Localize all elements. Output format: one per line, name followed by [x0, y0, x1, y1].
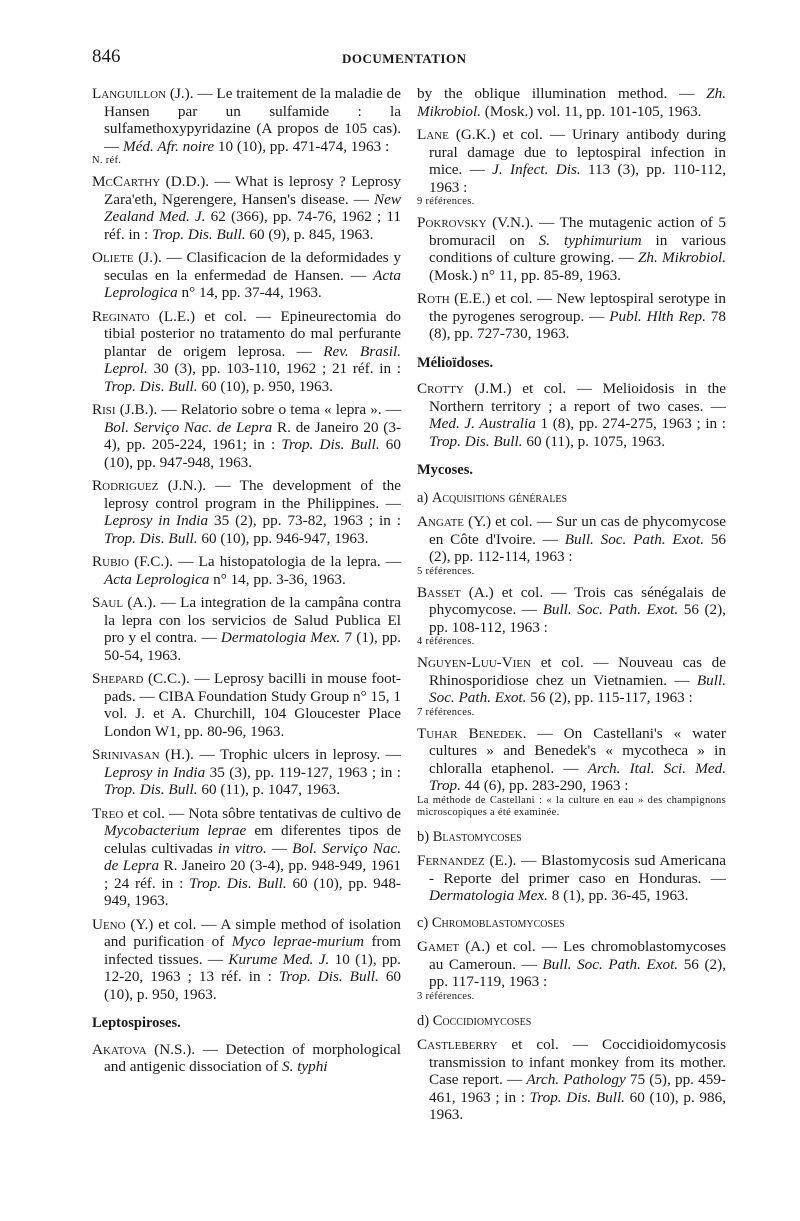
- reference-details: in various conditions of culture growing. —: [429, 231, 726, 266]
- journal-title: Trop. Dis. Bull.: [429, 432, 523, 450]
- reference-note: N. réf.: [92, 155, 122, 166]
- subsection-prefix: d): [417, 1012, 433, 1029]
- journal-title: Trop. Dis. Bull.: [278, 968, 379, 985]
- journal-title: Arch. Pathology: [526, 1071, 626, 1088]
- reference-details: 60 (10), pp. 947-948, 1963.: [104, 436, 401, 471]
- reference-text: by the oblique illumination method. —: [417, 85, 707, 102]
- reference-details: 62 (366), pp. 74-76, 1962 ; 11 réf. in :: [104, 208, 401, 243]
- reference-details: 78 (8), pp. 727-730, 1963.: [429, 307, 726, 342]
- page-number: 846: [92, 46, 121, 67]
- reference-text: et col. — Melioidosis in the Northern territory ; a report of two cases. —: [429, 380, 726, 415]
- journal-title: J. Infect. Dis.: [492, 161, 581, 178]
- reference-entry: [417, 1036, 726, 1124]
- running-title: DOCUMENTATION: [342, 51, 467, 66]
- reference-entry: [417, 290, 726, 343]
- reference-text: et col. — Nouveau cas de Rhinosporidiose chez un Vietnamien. —: [429, 654, 726, 689]
- reference-text: — La histopatologia de la lepra. —: [173, 553, 402, 570]
- reference-entry: [417, 126, 726, 208]
- journal-title: Bull. Soc. Path. Exot.: [542, 955, 679, 973]
- reference-note: 4 références.: [417, 636, 475, 647]
- journal-title: Arch. Ital. Sci. Med. Trop.: [429, 759, 726, 794]
- reference-entry: [92, 308, 401, 396]
- reference-text: — The development of the leprosy control program in the Philippines. —: [104, 477, 401, 512]
- reference-details: 60 (10), p. 950, 1963.: [104, 968, 401, 1003]
- reference-author: Angate (Y.): [417, 513, 492, 530]
- subsection-prefix: a): [417, 489, 432, 506]
- reference-details: 7 (1), pp. 50-54, 1963.: [104, 629, 401, 664]
- subsection-label: Chromoblastomycoses: [431, 914, 565, 931]
- reference-entry: [417, 380, 726, 450]
- section-heading-mycoses: Mycoses.: [417, 462, 473, 478]
- reference-text: et col. — Epineurectomia do tibial posterior no tratamento do mal perfurante plantar de origem leprosa. —: [104, 307, 401, 360]
- journal-title: Trop. Dis. Bull.: [104, 377, 198, 395]
- reference-details: R. Janeiro 20 (3-4), pp. 948-949, 1961 ; 24 réf. in :: [104, 857, 402, 892]
- reference-details: 10 (10), pp. 471-474, 1963 :: [214, 137, 390, 155]
- reference-author: Fernandez (E.).: [417, 852, 517, 869]
- journal-title: Bol. Serviço Nac. de Lepra: [104, 839, 401, 874]
- reference-text: — Clasificacion de la deformidades y seculas en la enfermedad de Hansen. —: [104, 249, 401, 284]
- subsection-label: Blastomycoses: [432, 828, 522, 845]
- reference-details: 60 (11), p. 1075, 1963.: [522, 432, 665, 450]
- reference-entry: [92, 916, 401, 1004]
- journal-title: Acta Leprologica: [104, 266, 401, 301]
- reference-author: Risi (J.B.).: [92, 401, 158, 418]
- reference-entry: [417, 654, 726, 719]
- subsection-heading: [417, 915, 726, 933]
- reference-author: Rubio (F.C.).: [92, 553, 174, 570]
- reference-text: et col. — New leptospiral serotype in the pyrogenes serogroup. —: [429, 290, 726, 325]
- reference-note: 9 références.: [417, 196, 475, 207]
- reference-note: La méthode de Castellani : « la culture en eau » des champignons microscopiques a été examinée.: [417, 794, 726, 818]
- subsection-heading: [417, 1013, 726, 1031]
- reference-details: 60 (10), p. 950, 1963.: [197, 377, 333, 395]
- reference-details: 60 (11), p. 1047, 1963.: [197, 781, 340, 798]
- journal-title: Dermatologia Mex.: [220, 629, 341, 646]
- reference-entry: [417, 214, 726, 284]
- reference-author: Tuhar Benedek.: [417, 724, 527, 742]
- reference-author: Rodriguez (J.N.).: [92, 477, 207, 494]
- left-column: [92, 85, 401, 1082]
- journal-title: Med. J. Australia: [429, 415, 536, 432]
- section-heading-melioidoses: Mélioïdoses.: [417, 354, 494, 371]
- reference-author: Pokrovsky (V.N.).: [417, 214, 534, 231]
- reference-author: Lane (G.K.): [417, 126, 496, 143]
- reference-details: 75 (5), pp. 459-461, 1963 ; in :: [429, 1071, 726, 1106]
- reference-entry: [417, 513, 726, 578]
- reference-author: Nguyen-Luu-Vien: [417, 654, 532, 671]
- journal-title: Rev. Brasil. Leprol.: [104, 342, 401, 377]
- reference-details: n° 14, pp. 37-44, 1963.: [177, 284, 322, 301]
- reference-note: 3 références.: [417, 990, 475, 1002]
- reference-text: et col. — Sur un cas de phycomycose en Côte d'Ivoire. —: [429, 513, 726, 548]
- journal-title: S. typhi: [282, 1058, 328, 1075]
- reference-entry: [92, 594, 401, 664]
- journal-title: Acta Leprologica: [104, 570, 210, 588]
- reference-entry: [92, 249, 401, 302]
- reference-author: Oliete (J.).: [92, 249, 162, 266]
- reference-text: — What is leprosy ? Leprosy Zara'eth, Ngerengere, Hansen's disease. —: [104, 173, 402, 208]
- reference-text: — Le traitement de la maladie de Hansen par un sulfamide : la sulfamethoxypyridazine (A propos de 105 cas). —: [104, 85, 401, 155]
- reference-author: Crotty (J.M.): [417, 380, 512, 397]
- reference-entry: [92, 1041, 401, 1076]
- reference-details: —: [266, 839, 293, 857]
- reference-details: n° 14, pp. 3-36, 1963.: [209, 570, 346, 588]
- journal-title: S. typhimurium: [538, 231, 642, 249]
- reference-author: Languillon (J.).: [92, 85, 194, 102]
- reference-details: R. de Janeiro 20 (3-4), pp. 205-224, 1961; in :: [104, 418, 402, 453]
- reference-text: — The mutagenic action of 5 bromuracil on: [429, 214, 726, 249]
- page-header: [92, 46, 712, 74]
- reference-continuation: [417, 85, 726, 120]
- journal-title: in vitro.: [217, 839, 267, 857]
- reference-note: 7 références.: [417, 706, 475, 718]
- reference-author: Gamet (A.): [417, 938, 491, 955]
- reference-details: 56 (2), pp. 115-117, 1963 :: [526, 689, 693, 706]
- reference-details: 60 (10), pp. 948-949, 1963.: [104, 874, 401, 909]
- journal-title: New Zealand Med. J.: [104, 190, 401, 225]
- reference-details: 30 (3), pp. 103-110, 1962 ; 21 réf. in :: [147, 360, 401, 377]
- journal-title: Trop. Dis. Bull.: [152, 225, 246, 243]
- reference-details: em diferentes tipos de celulas cultivadas: [104, 822, 401, 857]
- journal-title: Trop. Dis. Bull.: [189, 874, 287, 892]
- journal-title: Bol. Serviço Nac. de Lepra: [104, 418, 273, 436]
- reference-author: Reginato (L.E.): [92, 307, 196, 325]
- journal-title: Kurume Med. J.: [228, 950, 330, 968]
- reference-text: et col. — A simple method of isolation and purification of: [104, 915, 401, 950]
- reference-author: McCarthy (D.D.).: [92, 173, 210, 190]
- reference-entry: [417, 938, 726, 1003]
- reference-entry: [92, 173, 401, 243]
- journal-title: Leprosy in India: [104, 763, 206, 781]
- reference-author: Ueno (Y.): [92, 915, 154, 933]
- reference-details: (Mosk.) n° 11, pp. 85-89, 1963.: [429, 266, 621, 284]
- reference-text: et col. — Coccidioidomycosis transmission to infant monkey from its mother. Case report. —: [429, 1036, 726, 1088]
- reference-entry: [92, 553, 401, 588]
- reference-details: 113 (3), pp. 110-112, 1963 :: [429, 161, 726, 196]
- reference-text: et col. — Nota sôbre tentativas de cultivo de: [123, 804, 401, 822]
- journal-title: Leprosy in India: [104, 512, 209, 529]
- reference-details: 56 (2), pp. 117-119, 1963 :: [429, 955, 726, 990]
- reference-author: Shepard (C.C.).: [92, 670, 190, 687]
- reference-details: 35 (2), pp. 73-82, 1963 ; in :: [208, 512, 401, 529]
- reference-entry: [92, 670, 401, 740]
- journal-title: Mycobacterium leprae: [104, 822, 247, 839]
- journal-title: Trop. Dis. Bull.: [104, 529, 198, 547]
- reference-entry: [417, 725, 726, 819]
- reference-text: — On Castellani's « water cultures » and Benedek's « mycotheca » in chloralla etaphenol. —: [429, 724, 726, 777]
- reference-text: — La integration de la campâna contra la lepra con los servicios de Salud Publica El pro y el contra. —: [104, 594, 401, 646]
- reference-text: — Trophic ulcers in leprosy. —: [193, 746, 401, 763]
- subsection-prefix: b): [417, 828, 433, 845]
- reference-author: Treo: [92, 804, 124, 822]
- reference-details: 56 (2), pp. 108-112, 1963 :: [429, 601, 726, 636]
- subsection-label: Acquisitions générales: [431, 489, 568, 506]
- reference-text: — Blastomycosis sud Americana - Reporte del primer caso en Honduras. —: [429, 852, 726, 887]
- journal-title: Publ. Hlth Rep.: [609, 307, 706, 325]
- reference-text: et col. — Urinary antibody during rural damage due to leptospiral infection in mice. —: [429, 126, 727, 178]
- reference-entry: [92, 85, 401, 167]
- subsection-prefix: c): [417, 914, 432, 931]
- reference-entry: [92, 401, 401, 471]
- subsection-heading: [417, 490, 726, 508]
- reference-details: (Mosk.) vol. 11, pp. 101-105, 1963.: [480, 102, 702, 120]
- reference-entry: [92, 805, 401, 910]
- subsection-heading: [417, 829, 726, 847]
- journal-title: Trop. Dis. Bull.: [281, 436, 380, 453]
- reference-text: — Leprosy bacilli in mouse foot-pads. — CIBA Foundation Study Group n° 15, 1 vol. J. et A. Churchill, 104 Gloucester Place London W1, pp. 80-96, 1963.: [104, 670, 401, 740]
- journal-title: Bull. Soc. Path. Exot.: [564, 530, 705, 548]
- reference-entry: [417, 852, 726, 905]
- reference-text: et col. — Trois cas sénégalais de phycomycose. —: [429, 583, 726, 618]
- subsection-label: Coccidiomycoses: [432, 1012, 532, 1029]
- reference-text: — Detection of morphological and antigenic dissociation of: [104, 1040, 401, 1075]
- reference-details: from infected tissues. —: [104, 933, 401, 968]
- reference-details: 44 (6), pp. 283-290, 1963 :: [460, 777, 629, 794]
- reference-details: 60 (10), p. 986, 1963.: [429, 1088, 726, 1123]
- reference-text: — Relatorio sobre o tema « lepra ». —: [157, 401, 402, 418]
- journal-title: Zh. Mikrobiol.: [637, 249, 726, 266]
- journal-title: Méd. Afr. noire: [122, 137, 215, 155]
- section-heading-leptospiroses: Leptospiroses.: [92, 1015, 181, 1031]
- reference-entry: [92, 477, 401, 547]
- journal-title: Dermatologia Mex.: [429, 887, 548, 904]
- journal-title: Trop. Dis. Bull.: [529, 1088, 625, 1106]
- reference-entry: [417, 584, 726, 649]
- reference-author: Basset (A.): [417, 583, 494, 601]
- reference-details: 35 (3), pp. 119-127, 1963 ; in :: [205, 763, 401, 781]
- reference-note: 5 références.: [417, 565, 475, 577]
- journal-title: Bull. Soc. Path. Exot.: [542, 601, 679, 618]
- reference-author: Saul (A.).: [92, 594, 157, 611]
- reference-details: 10 (1), pp. 12-20, 1963 ; 13 réf. in :: [104, 950, 401, 985]
- reference-author: Akatova (N.S.).: [92, 1040, 196, 1058]
- journal-title: Bull. Soc. Path. Exot.: [429, 671, 726, 706]
- journal-title: Myco leprae-murium: [231, 933, 365, 950]
- reference-details: 60 (9), p. 845, 1963.: [245, 225, 374, 243]
- right-column: [417, 85, 726, 1130]
- reference-author: Srinivasan (H.).: [92, 746, 194, 763]
- reference-text: et col. — Les chromoblastomycoses au Cameroun. —: [429, 938, 726, 973]
- reference-entry: [92, 746, 401, 799]
- reference-details: 8 (1), pp. 36-45, 1963.: [547, 887, 689, 904]
- journal-title: Trop. Dis. Bull.: [104, 781, 198, 798]
- reference-details: 60 (10), pp. 946-947, 1963.: [197, 529, 369, 547]
- reference-author: Castleberry: [417, 1036, 498, 1053]
- reference-details: 1 (8), pp. 274-275, 1963 ; in :: [535, 415, 726, 432]
- journal-title: Zh. Mikrobiol.: [417, 85, 726, 120]
- reference-details: 56 (2), pp. 112-114, 1963 :: [429, 530, 726, 565]
- reference-author: Roth (E.E.): [417, 290, 491, 307]
